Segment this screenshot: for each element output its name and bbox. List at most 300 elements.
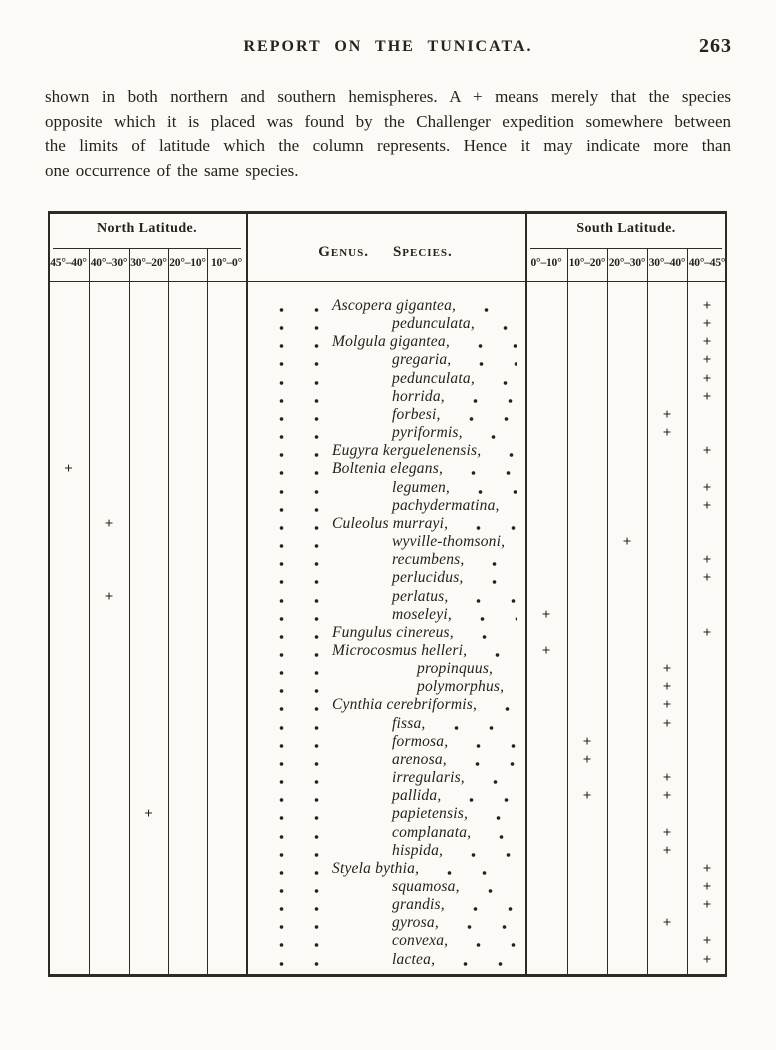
leader-dots bbox=[451, 515, 517, 533]
north-cell bbox=[129, 388, 168, 406]
north-cell bbox=[129, 805, 168, 823]
table-horizontal-rule bbox=[53, 248, 241, 249]
table-row bbox=[48, 424, 727, 442]
north-cell bbox=[89, 951, 129, 969]
north-cell bbox=[168, 515, 207, 533]
south-degree-columns bbox=[525, 255, 727, 271]
genus-species-name: Boltenia elegans, bbox=[332, 460, 444, 478]
species-cell bbox=[246, 406, 525, 424]
north-cell bbox=[48, 297, 89, 315]
north-cell bbox=[89, 696, 129, 714]
north-cell bbox=[168, 751, 207, 769]
table-row bbox=[48, 460, 727, 478]
south-cell bbox=[567, 588, 607, 606]
south-cell bbox=[647, 842, 687, 860]
leader-dots bbox=[471, 805, 517, 823]
species-cell bbox=[246, 479, 525, 497]
north-cell bbox=[89, 388, 129, 406]
species-cell bbox=[246, 696, 525, 714]
plus-mark: + bbox=[64, 461, 73, 478]
species-cell bbox=[246, 787, 525, 805]
leader-dots bbox=[264, 424, 332, 442]
south-cell bbox=[607, 351, 647, 369]
south-cell bbox=[567, 460, 607, 478]
leader-dots bbox=[478, 315, 517, 333]
species-name: formosa, bbox=[392, 732, 449, 750]
south-cell bbox=[607, 805, 647, 823]
south-cell bbox=[687, 588, 727, 606]
north-cell bbox=[89, 878, 129, 896]
south-cell bbox=[525, 351, 567, 369]
plus-mark: + bbox=[702, 479, 712, 496]
leader-dots bbox=[451, 588, 517, 606]
species-indent bbox=[332, 733, 392, 751]
species-name: forbesi, bbox=[392, 405, 441, 423]
south-cell bbox=[567, 787, 607, 805]
species-name: irregularis, bbox=[392, 769, 465, 787]
species-indent bbox=[332, 479, 392, 497]
south-cell bbox=[647, 569, 687, 587]
north-cell bbox=[207, 569, 246, 587]
plus-mark: + bbox=[104, 588, 114, 605]
plus-mark: + bbox=[662, 788, 672, 805]
leader-dots bbox=[467, 551, 517, 569]
north-cell bbox=[129, 297, 168, 315]
leader-dots bbox=[264, 588, 332, 606]
north-cell bbox=[168, 878, 207, 896]
north-cell bbox=[207, 460, 246, 478]
species-indent bbox=[332, 842, 392, 860]
north-cell bbox=[48, 842, 89, 860]
leader-dots bbox=[450, 751, 517, 769]
south-cell bbox=[567, 351, 607, 369]
leader-dots bbox=[470, 642, 517, 660]
south-cell bbox=[687, 351, 727, 369]
north-cell bbox=[129, 769, 168, 787]
south-cell bbox=[607, 551, 647, 569]
south-cell bbox=[525, 406, 567, 424]
species-name: arenosa, bbox=[392, 750, 447, 768]
genus-species-name: Eugyra kerguelenensis, bbox=[332, 442, 482, 460]
leader-dots bbox=[264, 351, 332, 369]
north-cell bbox=[48, 678, 89, 696]
south-cell bbox=[567, 388, 607, 406]
north-cell bbox=[129, 824, 168, 842]
leader-dots bbox=[264, 678, 332, 696]
plus-mark: + bbox=[702, 570, 712, 587]
south-cell bbox=[647, 751, 687, 769]
north-cell bbox=[129, 370, 168, 388]
north-cell bbox=[168, 497, 207, 515]
species-indent bbox=[332, 769, 392, 787]
south-cell bbox=[647, 370, 687, 388]
north-latitude-header: North Latitude. bbox=[96, 221, 198, 236]
south-cell bbox=[525, 297, 567, 315]
south-cell bbox=[525, 805, 567, 823]
south-cell bbox=[607, 896, 647, 914]
north-cell bbox=[207, 805, 246, 823]
north-cell bbox=[207, 733, 246, 751]
north-cell bbox=[48, 660, 89, 678]
plus-mark: + bbox=[541, 642, 551, 659]
degree-column-header: 10°–20° bbox=[568, 257, 606, 269]
north-cell bbox=[129, 678, 168, 696]
leader-dots bbox=[474, 824, 517, 842]
south-cell bbox=[607, 297, 647, 315]
species-cell bbox=[246, 588, 525, 606]
south-cell bbox=[567, 932, 607, 950]
species-indent bbox=[332, 787, 392, 805]
table-row bbox=[48, 824, 727, 842]
south-cell bbox=[647, 315, 687, 333]
north-cell bbox=[48, 715, 89, 733]
leader-dots bbox=[451, 733, 517, 751]
south-cell bbox=[525, 751, 567, 769]
north-cell bbox=[207, 787, 246, 805]
running-head: REPORT ON THE TUNICATA. bbox=[243, 38, 533, 55]
north-cell bbox=[89, 551, 129, 569]
species-name: lactea, bbox=[392, 950, 436, 968]
plus-mark: + bbox=[702, 933, 712, 950]
south-cell bbox=[567, 333, 607, 351]
south-cell bbox=[567, 442, 607, 460]
north-cell bbox=[207, 297, 246, 315]
table-body bbox=[48, 281, 727, 969]
south-cell bbox=[607, 951, 647, 969]
north-cell bbox=[48, 333, 89, 351]
south-cell bbox=[525, 951, 567, 969]
north-cell bbox=[129, 787, 168, 805]
south-cell bbox=[525, 533, 567, 551]
species-cell bbox=[246, 824, 525, 842]
leader-dots bbox=[459, 297, 517, 315]
north-cell bbox=[168, 696, 207, 714]
species-cell bbox=[246, 315, 525, 333]
species-indent bbox=[332, 805, 392, 823]
north-cell bbox=[129, 515, 168, 533]
leader-dots bbox=[463, 878, 517, 896]
leader-dots bbox=[264, 370, 332, 388]
north-cell bbox=[48, 824, 89, 842]
south-cell bbox=[687, 533, 727, 551]
south-cell bbox=[647, 715, 687, 733]
table-row bbox=[48, 497, 727, 515]
species-cell bbox=[246, 805, 525, 823]
south-cell bbox=[607, 678, 647, 696]
north-cell bbox=[168, 733, 207, 751]
north-cell bbox=[207, 442, 246, 460]
leader-dots bbox=[467, 569, 517, 587]
plus-mark: + bbox=[662, 715, 672, 732]
leader-dots bbox=[507, 678, 517, 696]
north-cell bbox=[129, 914, 168, 932]
leader-dots bbox=[453, 333, 517, 351]
north-cell bbox=[89, 442, 129, 460]
south-cell bbox=[687, 333, 727, 351]
south-cell bbox=[525, 787, 567, 805]
species-name: propinquus, bbox=[417, 660, 494, 678]
north-cell bbox=[48, 497, 89, 515]
north-cell bbox=[48, 733, 89, 751]
leader-dots bbox=[264, 624, 332, 642]
north-cell bbox=[48, 588, 89, 606]
north-cell bbox=[207, 588, 246, 606]
north-cell bbox=[89, 606, 129, 624]
north-cell bbox=[207, 479, 246, 497]
north-cell bbox=[207, 515, 246, 533]
north-cell bbox=[48, 860, 89, 878]
south-cell bbox=[687, 860, 727, 878]
plus-mark: + bbox=[622, 534, 632, 551]
north-cell bbox=[129, 932, 168, 950]
plus-mark: + bbox=[582, 751, 592, 768]
south-cell bbox=[525, 442, 567, 460]
north-cell bbox=[207, 678, 246, 696]
table-row bbox=[48, 479, 727, 497]
table-row bbox=[48, 896, 727, 914]
degree-column-header: 30°–20° bbox=[130, 257, 167, 269]
leader-dots bbox=[264, 406, 332, 424]
north-cell bbox=[129, 551, 168, 569]
leader-dots bbox=[438, 951, 517, 969]
species-indent bbox=[332, 715, 392, 733]
north-cell bbox=[168, 297, 207, 315]
south-cell bbox=[567, 406, 607, 424]
species-indent bbox=[332, 588, 392, 606]
south-cell bbox=[607, 787, 647, 805]
north-cell bbox=[48, 642, 89, 660]
species-cell bbox=[246, 660, 525, 678]
south-cell bbox=[687, 715, 727, 733]
south-cell bbox=[525, 914, 567, 932]
south-cell bbox=[647, 333, 687, 351]
table-row bbox=[48, 297, 727, 315]
north-cell bbox=[168, 660, 207, 678]
species-cell bbox=[246, 533, 525, 551]
genus-species-name: Fungulus cinereus, bbox=[332, 623, 454, 641]
south-cell bbox=[687, 824, 727, 842]
table-row bbox=[48, 406, 727, 424]
plus-mark: + bbox=[541, 606, 551, 623]
leader-dots bbox=[448, 896, 517, 914]
north-cell bbox=[168, 824, 207, 842]
table-row bbox=[48, 551, 727, 569]
south-cell bbox=[687, 297, 727, 315]
north-cell bbox=[89, 460, 129, 478]
north-cell bbox=[207, 497, 246, 515]
latitude-distribution-table bbox=[48, 211, 727, 977]
north-cell bbox=[89, 315, 129, 333]
south-cell bbox=[647, 878, 687, 896]
species-indent bbox=[332, 406, 392, 424]
south-cell bbox=[525, 842, 567, 860]
plus-mark: + bbox=[662, 842, 672, 859]
species-cell bbox=[246, 606, 525, 624]
north-cell bbox=[89, 351, 129, 369]
leader-dots bbox=[484, 442, 517, 460]
species-indent bbox=[332, 751, 392, 769]
table-row bbox=[48, 696, 727, 714]
north-cell bbox=[48, 932, 89, 950]
north-cell bbox=[48, 805, 89, 823]
south-cell bbox=[525, 660, 567, 678]
north-cell bbox=[89, 769, 129, 787]
intro-line: shown in both northern and southern hemispheres. A + means merely that the species bbox=[45, 87, 731, 106]
south-cell bbox=[607, 914, 647, 932]
leader-dots bbox=[264, 660, 332, 678]
plus-mark: + bbox=[582, 788, 592, 805]
leader-dots bbox=[264, 805, 332, 823]
leader-dots bbox=[444, 787, 517, 805]
south-cell bbox=[525, 424, 567, 442]
north-cell bbox=[89, 333, 129, 351]
south-cell bbox=[687, 951, 727, 969]
south-cell bbox=[647, 805, 687, 823]
north-cell bbox=[89, 297, 129, 315]
north-cell bbox=[129, 479, 168, 497]
degree-column-header: 0°–10° bbox=[530, 257, 562, 269]
leader-dots bbox=[264, 896, 332, 914]
north-cell bbox=[207, 951, 246, 969]
south-cell bbox=[567, 878, 607, 896]
south-cell bbox=[687, 624, 727, 642]
south-cell bbox=[647, 914, 687, 932]
table-row bbox=[48, 660, 727, 678]
south-cell bbox=[647, 769, 687, 787]
south-cell bbox=[607, 442, 647, 460]
species-indent bbox=[332, 951, 392, 969]
north-cell bbox=[89, 406, 129, 424]
table-row bbox=[48, 715, 727, 733]
north-cell bbox=[89, 424, 129, 442]
north-cell bbox=[168, 842, 207, 860]
south-cell bbox=[647, 424, 687, 442]
species-name: papietensis, bbox=[392, 805, 469, 823]
south-cell bbox=[567, 533, 607, 551]
south-cell bbox=[525, 497, 567, 515]
north-cell bbox=[168, 442, 207, 460]
intro-line: one occurrence of the same species. bbox=[45, 160, 299, 180]
north-cell bbox=[168, 406, 207, 424]
degree-column-header: 30°–40° bbox=[648, 257, 686, 269]
table-row bbox=[48, 769, 727, 787]
south-cell bbox=[607, 642, 647, 660]
north-cell bbox=[129, 696, 168, 714]
species-name: recumbens, bbox=[392, 551, 465, 569]
north-cell bbox=[207, 551, 246, 569]
south-cell bbox=[647, 642, 687, 660]
south-cell bbox=[647, 533, 687, 551]
species-cell bbox=[246, 370, 525, 388]
south-cell bbox=[647, 860, 687, 878]
north-cell bbox=[129, 660, 168, 678]
north-cell bbox=[48, 769, 89, 787]
south-cell bbox=[567, 642, 607, 660]
genus-species-name: Molgula gigantea, bbox=[332, 333, 450, 351]
genus-species-name: Styela bythia, bbox=[332, 859, 420, 877]
table-horizontal-rule bbox=[48, 974, 727, 977]
north-cell bbox=[207, 333, 246, 351]
north-cell bbox=[168, 860, 207, 878]
leader-dots bbox=[264, 769, 332, 787]
south-cell bbox=[647, 696, 687, 714]
south-cell bbox=[687, 751, 727, 769]
south-cell bbox=[607, 878, 647, 896]
leader-dots bbox=[478, 370, 517, 388]
south-cell bbox=[525, 588, 567, 606]
south-cell bbox=[607, 860, 647, 878]
leader-dots bbox=[264, 715, 332, 733]
south-cell bbox=[647, 406, 687, 424]
south-cell bbox=[607, 588, 647, 606]
leader-dots bbox=[442, 914, 517, 932]
leader-dots bbox=[264, 751, 332, 769]
species-indent bbox=[332, 678, 417, 696]
south-cell bbox=[525, 460, 567, 478]
south-cell bbox=[607, 769, 647, 787]
south-cell bbox=[525, 515, 567, 533]
north-cell bbox=[89, 805, 129, 823]
north-cell bbox=[129, 751, 168, 769]
south-cell bbox=[607, 696, 647, 714]
south-cell bbox=[525, 333, 567, 351]
plus-mark: + bbox=[662, 406, 672, 423]
species-indent bbox=[332, 660, 417, 678]
species-name: complanata, bbox=[392, 823, 472, 841]
south-cell bbox=[607, 733, 647, 751]
species-indent bbox=[332, 315, 392, 333]
table-row bbox=[48, 515, 727, 533]
south-cell bbox=[567, 824, 607, 842]
south-cell bbox=[687, 805, 727, 823]
intro-line: opposite which it is placed was found by the Challenger expedition somewhere between bbox=[45, 111, 731, 131]
north-cell bbox=[168, 479, 207, 497]
north-cell bbox=[89, 842, 129, 860]
plus-mark: + bbox=[662, 824, 672, 841]
table-row bbox=[48, 588, 727, 606]
leader-dots bbox=[264, 551, 332, 569]
south-cell bbox=[567, 860, 607, 878]
north-cell bbox=[168, 914, 207, 932]
south-cell bbox=[687, 370, 727, 388]
south-cell bbox=[567, 515, 607, 533]
north-cell bbox=[207, 824, 246, 842]
species-indent bbox=[332, 914, 392, 932]
south-cell bbox=[567, 751, 607, 769]
north-cell bbox=[89, 824, 129, 842]
plus-mark: + bbox=[702, 624, 712, 641]
north-cell bbox=[89, 660, 129, 678]
table-horizontal-rule bbox=[48, 211, 727, 214]
plus-mark: + bbox=[662, 661, 672, 678]
table-row bbox=[48, 733, 727, 751]
species-cell bbox=[246, 769, 525, 787]
leader-dots bbox=[444, 406, 517, 424]
table-row bbox=[48, 370, 727, 388]
north-cell bbox=[129, 424, 168, 442]
south-cell bbox=[567, 424, 607, 442]
species-name: horrida, bbox=[392, 387, 445, 405]
north-cell bbox=[129, 442, 168, 460]
north-cell bbox=[48, 696, 89, 714]
south-cell bbox=[567, 769, 607, 787]
table-row bbox=[48, 951, 727, 969]
species-indent bbox=[332, 551, 392, 569]
species-indent bbox=[332, 896, 392, 914]
table-row bbox=[48, 569, 727, 587]
north-cell bbox=[48, 787, 89, 805]
north-cell bbox=[129, 624, 168, 642]
